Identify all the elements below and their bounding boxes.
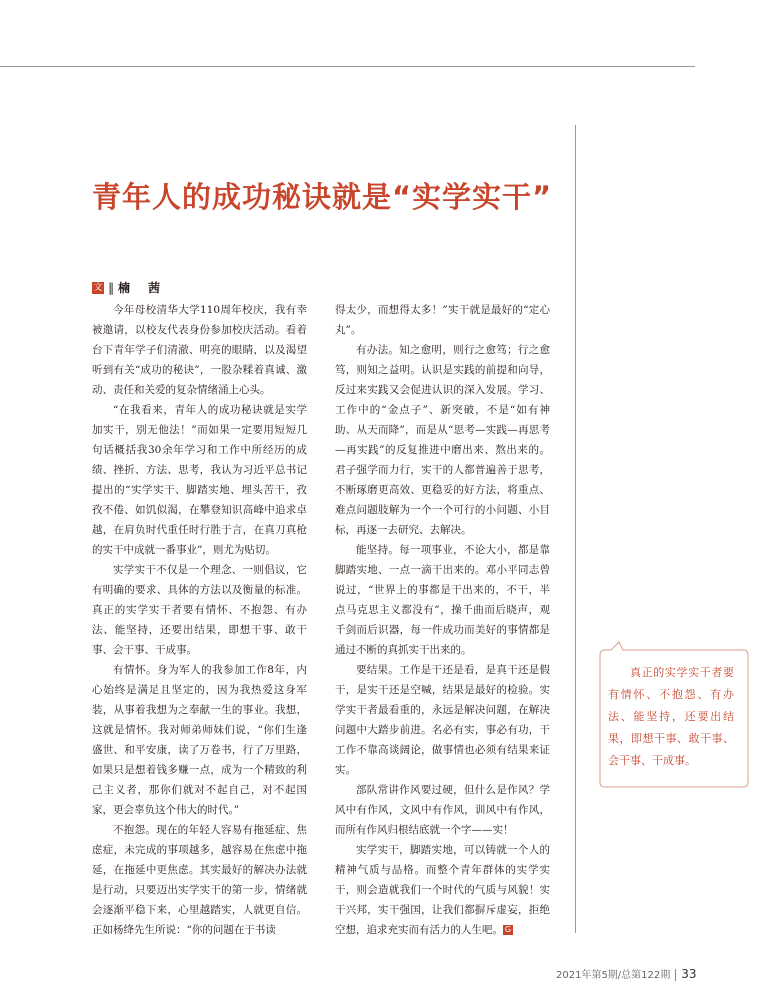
paragraph: 有情怀。身为军人的我参加工作8年，内心始终是满足且坚定的，因为我热爱这身军装，从事着我想为之奉献一生的事业。我想，这就是情怀。我对师弟师妹们说，“你们生逢盛世、和平安康，读了万卷书，行了万里路，如果只是想着钱多赚一点，成为一个精致的利己主义者，那你们就对不起自己，对不起国家，更会辜负这个伟大的时代。” [92,664,307,816]
paragraph: 得太少，而想得太多！”实干就是最好的“定心丸”。 [335,304,550,336]
body-column-right [335,300,550,940]
paragraph: 不抱怨。现在的年轻人容易有拖延症、焦虑症，未完成的事项越多，越容易在焦虑中拖延，在拖延中更焦虑。其实最好的解决办法就是行动，只要迈出实学实干的第一步，情绪就会逐渐平稳下来，心里越踏实，人就更自信。正如杨绛先生所说：“你的问题在于书读 [92,824,307,936]
footer-divider [675,969,676,981]
author-separator: ‖ [108,280,114,295]
author-line [92,279,163,296]
page-number: 33 [681,967,697,981]
paragraph: 实学实干不仅是一个理念、一则倡议，它有明确的要求、具体的方法以及衡量的标准。真正的实学实干者要有情怀、不抱怨、有办法、能坚持，还要出结果，即想干事、敢干事、会干事、干成事。 [92,564,307,656]
article-title: 青年人的成功秘诀就是“实学实干” [92,180,553,214]
paragraph-text: 实学实干，脚踏实地，可以铸就一个人的精神气质与品格。而整个青年群体的实学实干，则会造就我们一个时代的气质与风貌！实干兴邦，实干强国，让我们都摒斥虚妄，拒绝空想，追求充实而有活力的人生吧。 [335,844,550,936]
paragraph: 要结果。工作是干还是看，是真干还是假干，是实干还是空喊，结果是最好的检验。实学实干者最看重的，永远是解决问题，在解决问题中大踏步前进。名必有实，事必有功，干工作不靠高谈阔论，做事情也必须有结果来证实。 [335,664,550,776]
paragraph: 能坚持。每一项事业，不论大小，都是靠脚踏实地、一点一滴干出来的。邓小平同志曾说过，“世界上的事都是干出来的，不干，半点马克思主义都没有”，操千曲而后晓声，观千剑而后识器，每一件成功而美好的事情都是通过不断的真抓实干出来的。 [335,544,550,656]
top-rule [0,66,695,67]
page-footer [556,966,697,981]
author-mark: 文 [93,282,103,293]
end-mark-icon: G [504,925,512,934]
issue-info: 2021年第5期/总第122期 [556,970,671,981]
callout-text: 真正的实学实干者要有情怀、不抱怨、有办法、能坚持，还要出结果，即想干事、敢干事、会干事、干成事。 [608,666,734,767]
paragraph: 有办法。知之愈明，则行之愈笃；行之愈笃，则知之益明。认识是实践的前提和向导，反过来实践又会促进认识的深入发展。学习、工作中的“金点子”、新突破，不是“如有神助、从天而降”，而是从“思考—实践—再思考—再实践”的反复推进中磨出来、熬出来的。君子强学而力行，实干的人都普遍善于思考，不断琢磨更高效、更稳妥的好方法，将重点、难点问题肢解为一个一个可行的小问题、小目标，再逐一去研究、去解决。 [335,344,550,536]
paragraph: 今年母校清华大学110周年校庆，我有幸被邀请，以校友代表身份参加校庆活动。看着台下青年学子们清澈、明亮的眼睛，以及渴望听到有关“成功的秘诀”，一股杂糅着真诚、激动、责任和关爱的复杂情绪涌上心头。 [92,304,307,396]
body-column-left [92,300,307,940]
paragraph: “在我看来，青年人的成功秘诀就是实学加实干，别无他法！”而如果一定要用短短几句话概括我30余年学习和工作中所经历的成绩、挫折、方法、思考，我认为习近平总书记提出的“实学实干、脚踏实地、埋头苦干，孜孜不倦、如饥似渴，在攀登知识高峰中追求卓越，在肩负时代重任时行胜于言，在真刀真枪的实干中成就一番事业”，则尤为贴切。 [92,404,307,556]
paragraph: 部队常讲作风要过硬，但什么是作风？学风中有作风，文风中有作风，训风中有作风，而所有作风归根结底就一个字——实！ [335,784,550,836]
author-name: 楠 茜 [118,281,164,295]
paragraph [335,840,550,940]
side-rule [575,125,576,933]
